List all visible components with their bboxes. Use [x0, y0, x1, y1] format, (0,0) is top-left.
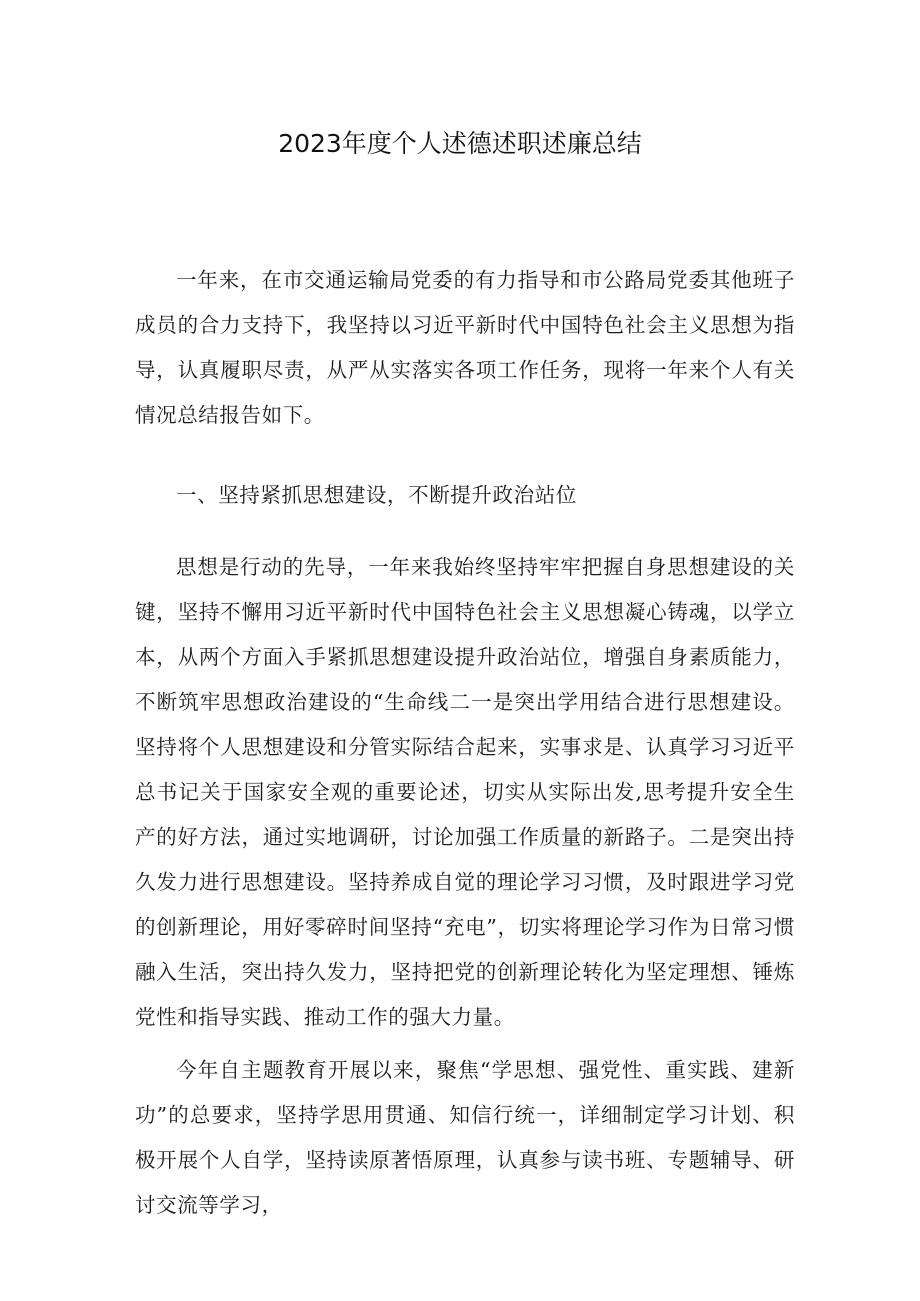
- document-title: 2023年度个人述德述职述廉总结: [278, 129, 642, 158]
- intro-paragraph: 一年来，在市交通运输局党委的有力指导和市公路局党委其他班子成员的合力支持下，我坚持以习近平新时代中国特色社会主义思想为指导，认真履职尽责，从严从实落实各项工作任务，现将一年来个人有关情况总结报告如下。: [135, 268, 795, 427]
- section-heading-1: 一、坚持紧抓思想建设，不断提升政治站位: [176, 483, 577, 507]
- body-paragraph-2: 今年自主题教育开展以来，聚焦“学思想、强党性、重实践、建新功”的总要求，坚持学思用贯通、知信行统一，详细制定学习计划、积极开展个人自学，坚持读原著悟原理，认真参与读书班、专题辅导、研讨交流等学习，: [135, 1058, 795, 1217]
- body-paragraph-1: 思想是行动的先导，一年来我始终坚持牢牢把握自身思想建设的关键，坚持不懈用习近平新时代中国特色社会主义思想凝心铸魂，以学立本，从两个方面入手紧抓思想建设提升政治站位，增强自身素质能力，不断筑牢思想政治建设的“生命线二一是突出学用结合进行思想建设。坚持将个人思想建设和分管实际结合起来，实事求是、认真学习习近平总书记关于国家安全观的重要论述，切实从实际出发,思考提升安全生产的好方法，通过实地调研，讨论加强工作质量的新路子。二是突出持久发力进行思想建设。坚持养成自觉的理论学习习惯，及时跟进学习党的创新理论，用好零碎时间坚持“充电”，切实将理论学习作为日常习惯融入生活，突出持久发力，坚持把党的创新理论转化为坚定理想、锤炼党性和指导实践、推动工作的强大力量。: [135, 555, 795, 1029]
